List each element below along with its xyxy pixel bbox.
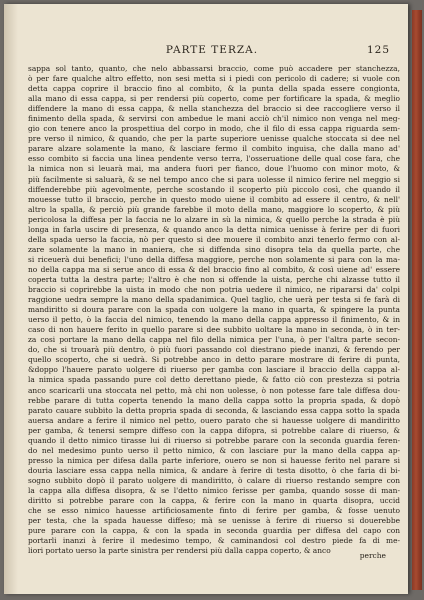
text-line: presso la nimica per difesa dalla parte inferiore, ouero se non si hauesse ferito nel parare si xyxy=(28,455,400,465)
text-line: za cosi portare la mano della cappa nel filo della nimica per l'una, ò per l'altra parte secon- xyxy=(28,335,400,345)
text-line: zare solamente la mano in maniera, che si diffenda sino disopra tela da quella parte, che xyxy=(28,244,400,254)
text-line: caso di non hauere ferito in quello parare si dee subbito uoltare la mano in seconda, ò in ter- xyxy=(28,325,400,335)
book-page xyxy=(4,4,408,594)
text-line: rebbe parare di tutta coperta tenendo la mano della cappa sotto la propria spada, & dopò xyxy=(28,395,400,405)
text-line: do nel medesimo punto uerso il petto nimico, & con lasciare pur la mano della cappa ap- xyxy=(28,445,400,455)
text-line: pure parare con la cappa, & con la spada in seconda guardia per diffesa del capo con xyxy=(28,526,400,536)
text-line: diritto si potrebbe parare con la cappa, & ferire con la mano in quarta disopra, uccid xyxy=(28,496,400,506)
text-line: per gamba, & tenersi sempre diffeso con la cappa difopra, si potrebbe calare di riuerso, & xyxy=(28,425,400,435)
text-line: ò per fare qualche altro effetto, non sesi metta si i piedi con pericolo di cadere; si vuole con xyxy=(28,74,400,84)
text-line: diffendere la mano di essa cappa, & nella stanchezza del braccio si dee raccogliere verso il xyxy=(28,104,400,114)
text-line: douria lasciare essa cappa nella nimica, & andare à ferire di testa disotto, ò che faria di bi- xyxy=(28,465,400,475)
text-line: auersa andare a ferire il nimico nel petto, ouero parato che si hauesse uolgere di mandiritto xyxy=(28,415,400,425)
text-line: raggione uedra sempre la mano della spadanimica. Quel taglio, che uerà per testa si fe farà di xyxy=(28,295,400,305)
text-line: alla mano di essa cappa, si per rendersi più coperto, come per fortificare la spada, & meglio xyxy=(28,94,400,104)
text-line: finimento della spada, & servirsi con ambedue le mani acciò ch'il nimico non venga nel meg- xyxy=(28,114,400,124)
text-line: che se esso nimico hauesse artificiosamente finto di ferire per gamba, & fosse uenuto xyxy=(28,506,400,516)
text-line: la nimica spada passando pure col detto derettano piede, & fatto ciò con prestezza si potria xyxy=(28,375,400,385)
text-line: detta cappa coprire il braccio fino al combito, & la punta della spada essere congionta, xyxy=(28,84,400,94)
text-line: &doppo l'hauere parato uolgere di riuerso per gamba con lasciare il braccio della cappa al- xyxy=(28,365,400,375)
text-line: sogno subbito dopò il parato uolgere di mandiritto, ò calare di riuerso restando sempre con xyxy=(28,475,400,485)
text-line: mandiritto si doura parare con la spada con uolgere la mano in quarta, & spingere la punta xyxy=(28,305,400,315)
text-line: longa in farla uscire di presenza, & quando anco la detta nimica uenisse à ferire per di fuori xyxy=(28,224,400,234)
text-line: pericolosa la diffesa per la faccia ne lo alzare in sù la nimica, & quello perche la strada è più xyxy=(28,214,400,224)
text-line: la cappa alla diffesa disopra, & se l'detto nimico ferisse per gamba, quando sosse di man- xyxy=(28,485,400,495)
text-line: diffenderebbe più agevolmente, perche scostando il scoperto più piccolo così, che quando il xyxy=(28,184,400,194)
text-line: coperta tutta la destra parte; l'altro è che non si offende la uista, perche chi alzasse tutto il xyxy=(28,274,400,284)
text-line: altro la spalla, & perciò più grande farebbe il moto della mano, maggiore lo scoperto, & più xyxy=(28,204,400,214)
page-number: 125 xyxy=(366,44,390,56)
running-head: PARTE TERZA. xyxy=(165,44,259,56)
text-line: no della cappa ma si serue anco di essa & del braccio fino al combito, & così uiene ad' essere xyxy=(28,264,400,274)
text-line: pre verso il nimico, & quando, che per la parte superiore uenisse qualche stoccata si dee nel xyxy=(28,134,400,144)
text-line: esso combito si faccia una linea pendente verso terra, l'osseruatione delle qual cose fara, che xyxy=(28,154,400,164)
text-line: quello scoperto, che si uedrà. Si potrebbe anco in detto parare mostrare di ferire di punta, xyxy=(28,355,400,365)
text-line: gio con tenere anco la prospettiua del corpo in modo, che il filo di essa cappa riguarda sem- xyxy=(28,124,400,134)
text-line: mouesse tutto il braccio, perche in questo modo uiene il combito ad essere il centro, & nell' xyxy=(28,194,400,204)
text-line: uerso il petto, ò la faccia del nimico, tenendo la mano della cappa appresso il finimento, & in xyxy=(28,315,400,325)
text-line: liori portato uerso la parte sinistra per rendersi più dalla cappa coperto, & anco xyxy=(28,546,331,556)
text-line: per testa, che la spada hauesse diffeso; mà se uenisse à ferire di riuerso si douerebbe xyxy=(28,516,400,526)
text-line: anco scaricarli una stoccata nel petto, mà chi non uolesse, ò non potesse fare tale diffesa dou- xyxy=(28,385,400,395)
book-edge xyxy=(412,10,422,590)
catchword: perche xyxy=(359,551,386,560)
text-line: do, che si trouarà più dentro, ò più fuori passando col diestrano piede inanzi, & ferendo per xyxy=(28,345,400,355)
text-line: parato cauare subbito la detta propria spada di seconda, & lasciando essa cappa sotto la spada xyxy=(28,405,400,415)
text-line: più facilmente si saluarà, & se nel tempo anco che si para uolesse il nimico ferire nel meggio si xyxy=(28,174,400,184)
text-line: portarli inanzi à ferire il medesimo tempo, & caminandosi col destro piede fa di me- xyxy=(28,536,400,546)
page-header xyxy=(34,44,390,58)
text-line: braccio si coprirebbe la uista in modo che non potria uedere il nimico, ne ripararsi da' colpi xyxy=(28,285,400,295)
text-line: sappa sol tanto, quanto, che nelo abbassarsi braccio, come può accadere per stanchezza, xyxy=(28,64,400,73)
text-line: parare alzare solamente la mano, & lasciare fermo il combito inguisa, che dalla mano ad' xyxy=(28,144,400,154)
text-line: si riceuerà dui benefici; l'uno della diffesa maggiore, perche non solamente si para con la ma- xyxy=(28,254,400,264)
text-line: quando il detto nimico tirasse lui di riuerso si potrebbe parare con la seconda guardia feren- xyxy=(28,435,400,445)
body-text xyxy=(28,64,400,556)
text-line: della spada uerso la faccia, nò per questo si dee mouere il combito anzi tenerlo fermo con al- xyxy=(28,234,400,244)
text-line: la nimica non si leuarà mai, ma andera fuori per fianco, doue l'huomo con minor moto, & xyxy=(28,164,400,174)
